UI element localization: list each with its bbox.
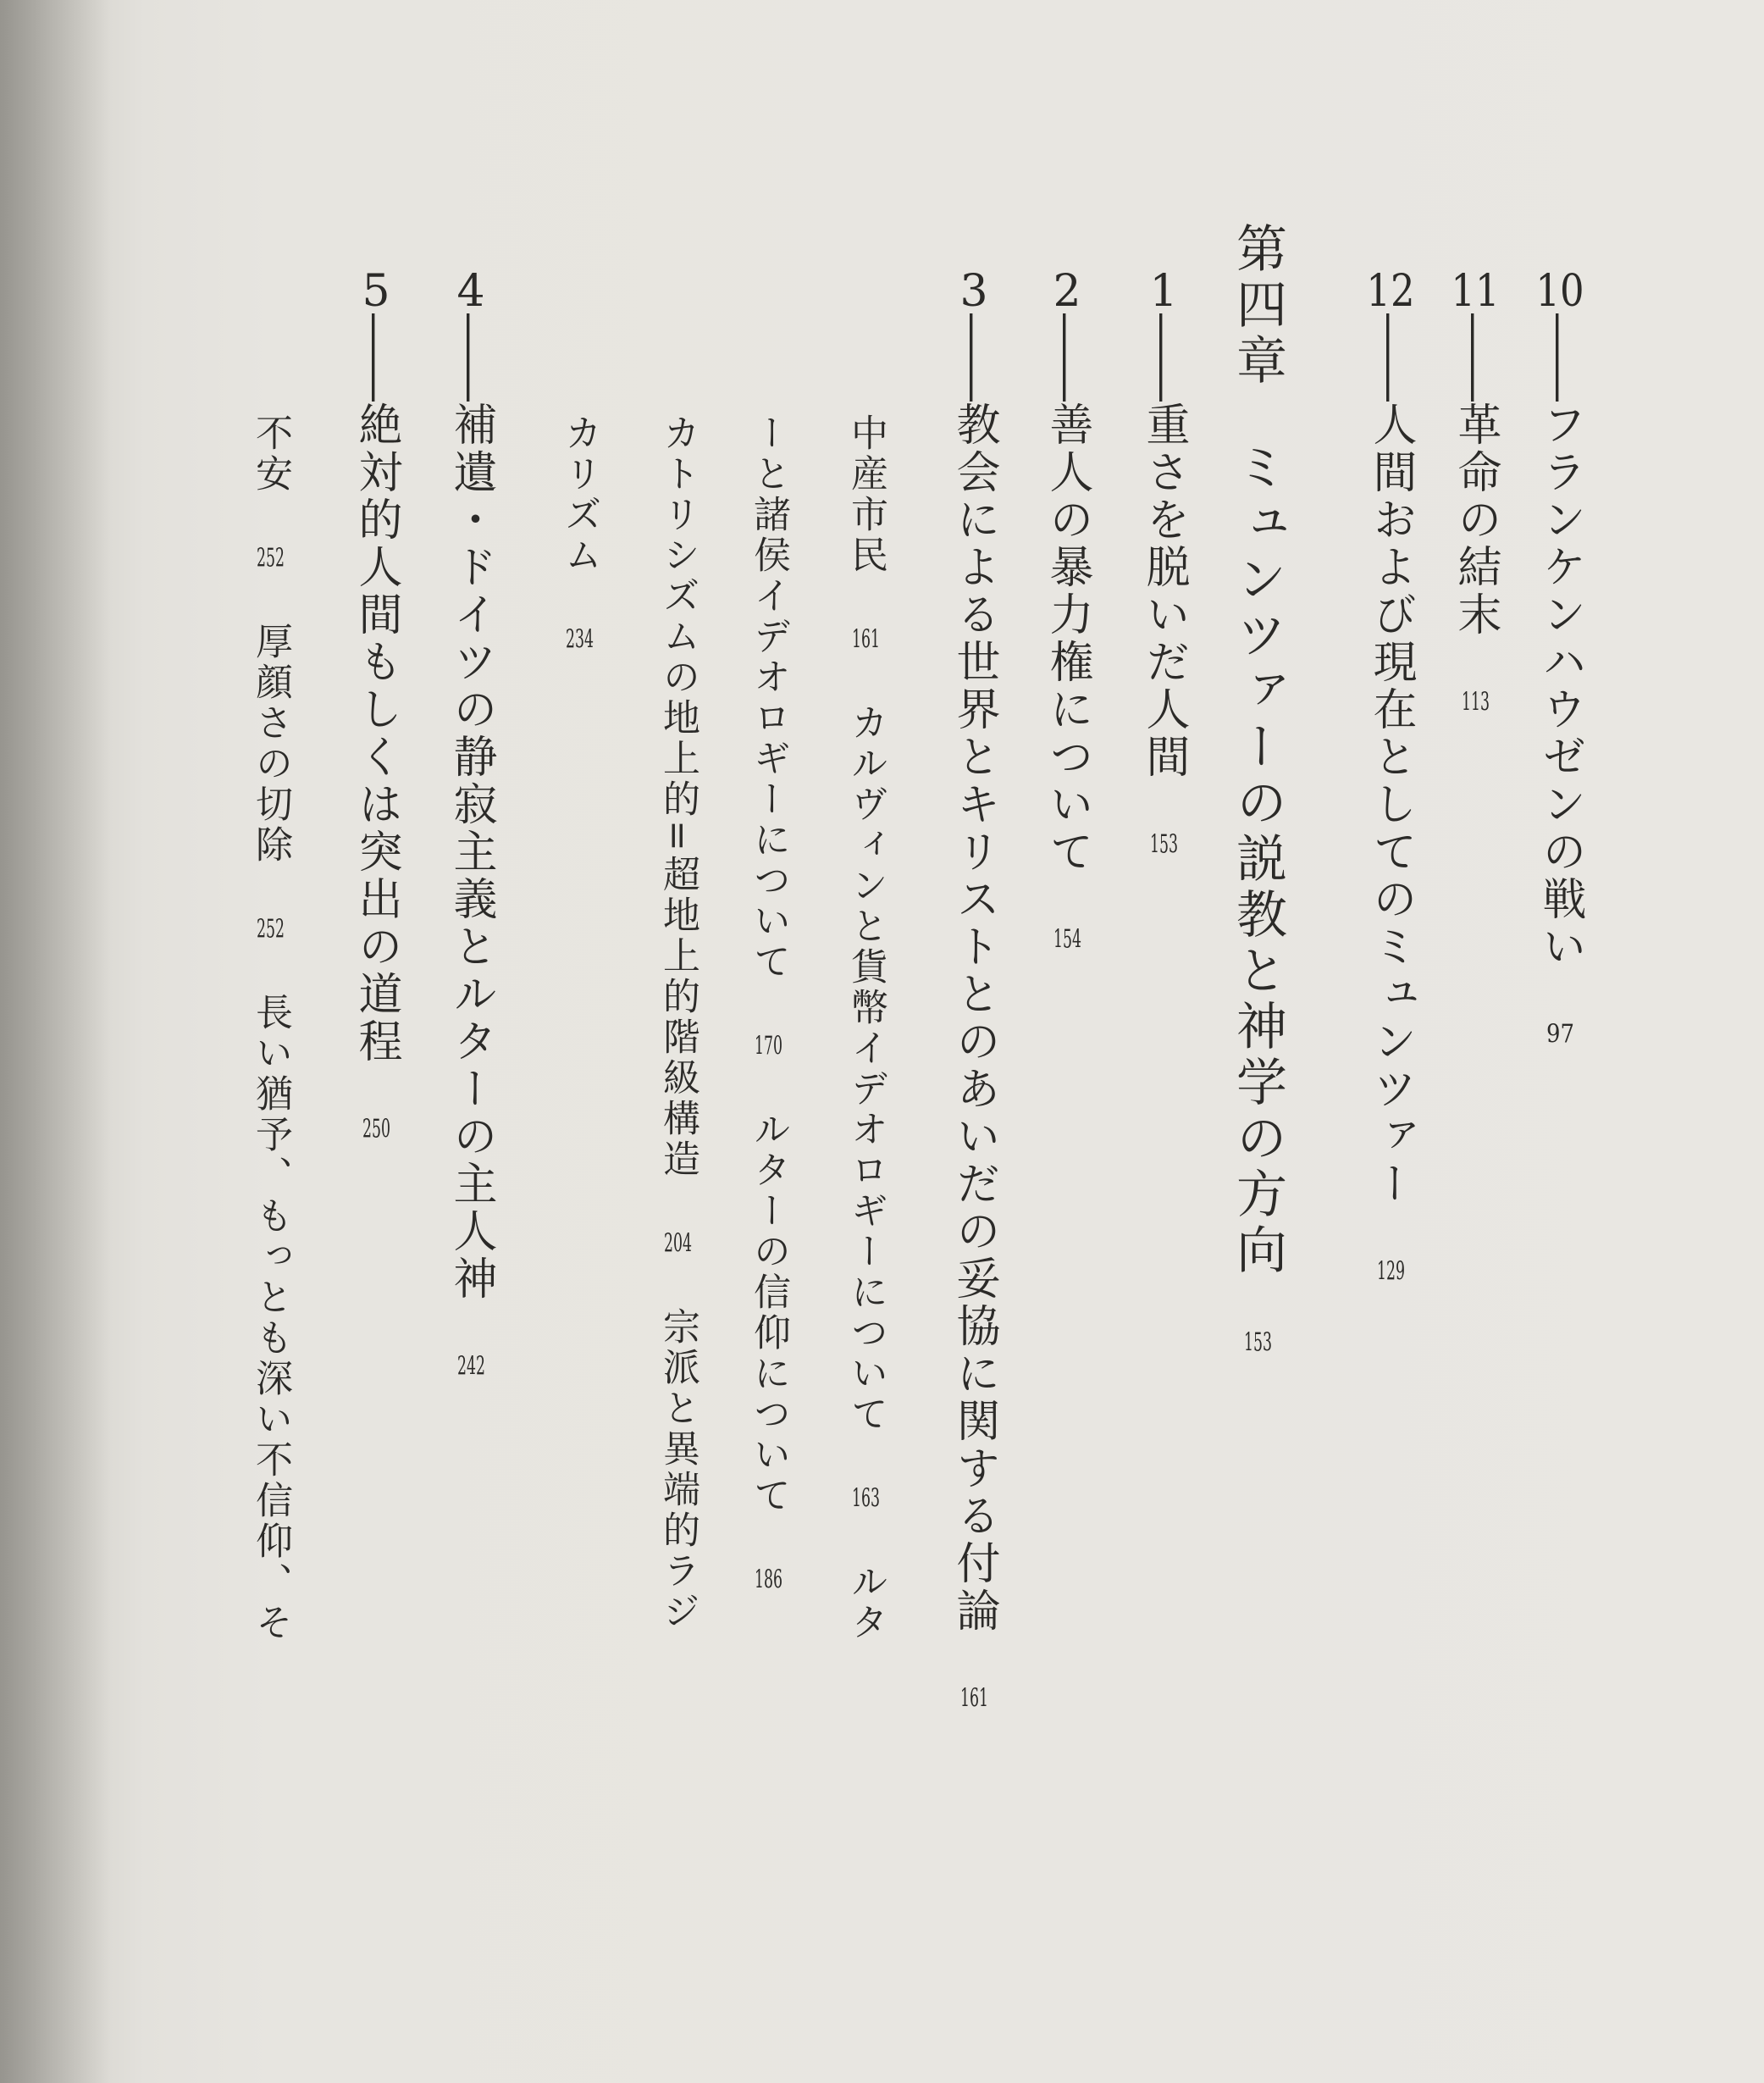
entry-number: 11 (1451, 269, 1500, 313)
chapter-label: 第四章 (1228, 222, 1287, 390)
page-number: 113 (1462, 690, 1490, 715)
toc-subentry-line (249, 413, 292, 1643)
entry-title: 善人の暴力権について (1042, 402, 1092, 876)
subentry-title: 厚顔さの切除 (249, 622, 292, 866)
entry-title: フランケンハウゼンの戦い (1535, 402, 1585, 971)
toc-subentry-line (747, 413, 790, 1593)
em-dash: ―― (1042, 313, 1092, 402)
subentry-title: カルヴィンと貨幣イデオロギーについて (844, 703, 888, 1435)
page-number: 242 (457, 1354, 485, 1379)
toc-entry-4 (445, 269, 496, 1379)
entry-number: 4 (456, 269, 485, 313)
page-number: 153 (1244, 1330, 1272, 1355)
em-dash: ―― (948, 313, 999, 402)
chapter-title: ミュンツァーの説教と神学の方向 (1228, 440, 1287, 1279)
toc-entry-10 (1535, 269, 1585, 1047)
toc-subentry-line (656, 413, 700, 1632)
page-number: 153 (1150, 832, 1178, 857)
chapter-heading (1228, 222, 1287, 1355)
page-number: 129 (1377, 1259, 1405, 1284)
page-number: 97 (1546, 1022, 1574, 1047)
subentry-title: 長い猶予、もっとも深い不信仰、そ (249, 993, 292, 1643)
subentry-title: ルターの信仰について (747, 1110, 790, 1516)
toc-entry-2 (1042, 269, 1092, 952)
entry-title: 人間および現在としてのミュンツァー (1365, 402, 1416, 1208)
entry-number: 10 (1535, 269, 1584, 313)
page-number: 186 (755, 1567, 782, 1593)
entry-number: 5 (362, 269, 390, 313)
page-number: 154 (1053, 927, 1081, 952)
subentry-title: 宗派と異端的ラジ (656, 1306, 700, 1632)
toc-entry-12 (1365, 269, 1416, 1284)
subentry-title: ーと諸侯イデオロギーについて (747, 413, 790, 983)
subentry-title: 中産市民 (844, 413, 888, 576)
subentry-title: カトリシズムの地上的=超地上的階級構造 (656, 413, 700, 1180)
entry-title: 教会による世界とキリストとのあいだの妥協に関する付論 (948, 402, 999, 1635)
page-number: 204 (664, 1230, 692, 1256)
toc-entry-3 (948, 269, 999, 1711)
em-dash: ―― (351, 313, 401, 402)
entry-number: 2 (1053, 269, 1081, 313)
page-number: 252 (257, 917, 285, 942)
toc-entry-5 (351, 269, 401, 1142)
entry-title: 重さを脱いだ人間 (1138, 402, 1189, 781)
toc-subentry-line (558, 413, 601, 652)
entry-title: 絶対的人間もしくは突出の道程 (351, 402, 401, 1066)
page-number: 234 (566, 627, 594, 652)
page-number: 161 (852, 627, 880, 652)
page-number: 250 (362, 1116, 390, 1142)
page-number: 161 (960, 1686, 988, 1711)
entry-number: 1 (1149, 269, 1178, 313)
em-dash: ―― (1450, 313, 1501, 402)
em-dash: ―― (1535, 313, 1585, 402)
subentry-title: 不安 (249, 413, 292, 495)
entry-number: 3 (959, 269, 988, 313)
entry-title: 革命の結末 (1450, 402, 1501, 639)
em-dash: ―― (445, 313, 496, 402)
page-number: 170 (755, 1033, 782, 1059)
toc-entry-11 (1450, 269, 1501, 715)
toc-subentry-line (844, 413, 888, 1643)
subentry-title: ルタ (844, 1562, 888, 1643)
entry-number: 12 (1366, 269, 1415, 313)
subentry-title: カリズム (558, 413, 601, 576)
em-dash: ―― (1365, 313, 1416, 402)
entry-title: 補遺・ドイツの静寂主義とルターの主人神 (445, 402, 496, 1303)
page-number: 252 (257, 546, 285, 571)
page-number: 163 (852, 1486, 880, 1511)
em-dash: ―― (1138, 313, 1189, 402)
toc-entry-1 (1138, 269, 1189, 857)
